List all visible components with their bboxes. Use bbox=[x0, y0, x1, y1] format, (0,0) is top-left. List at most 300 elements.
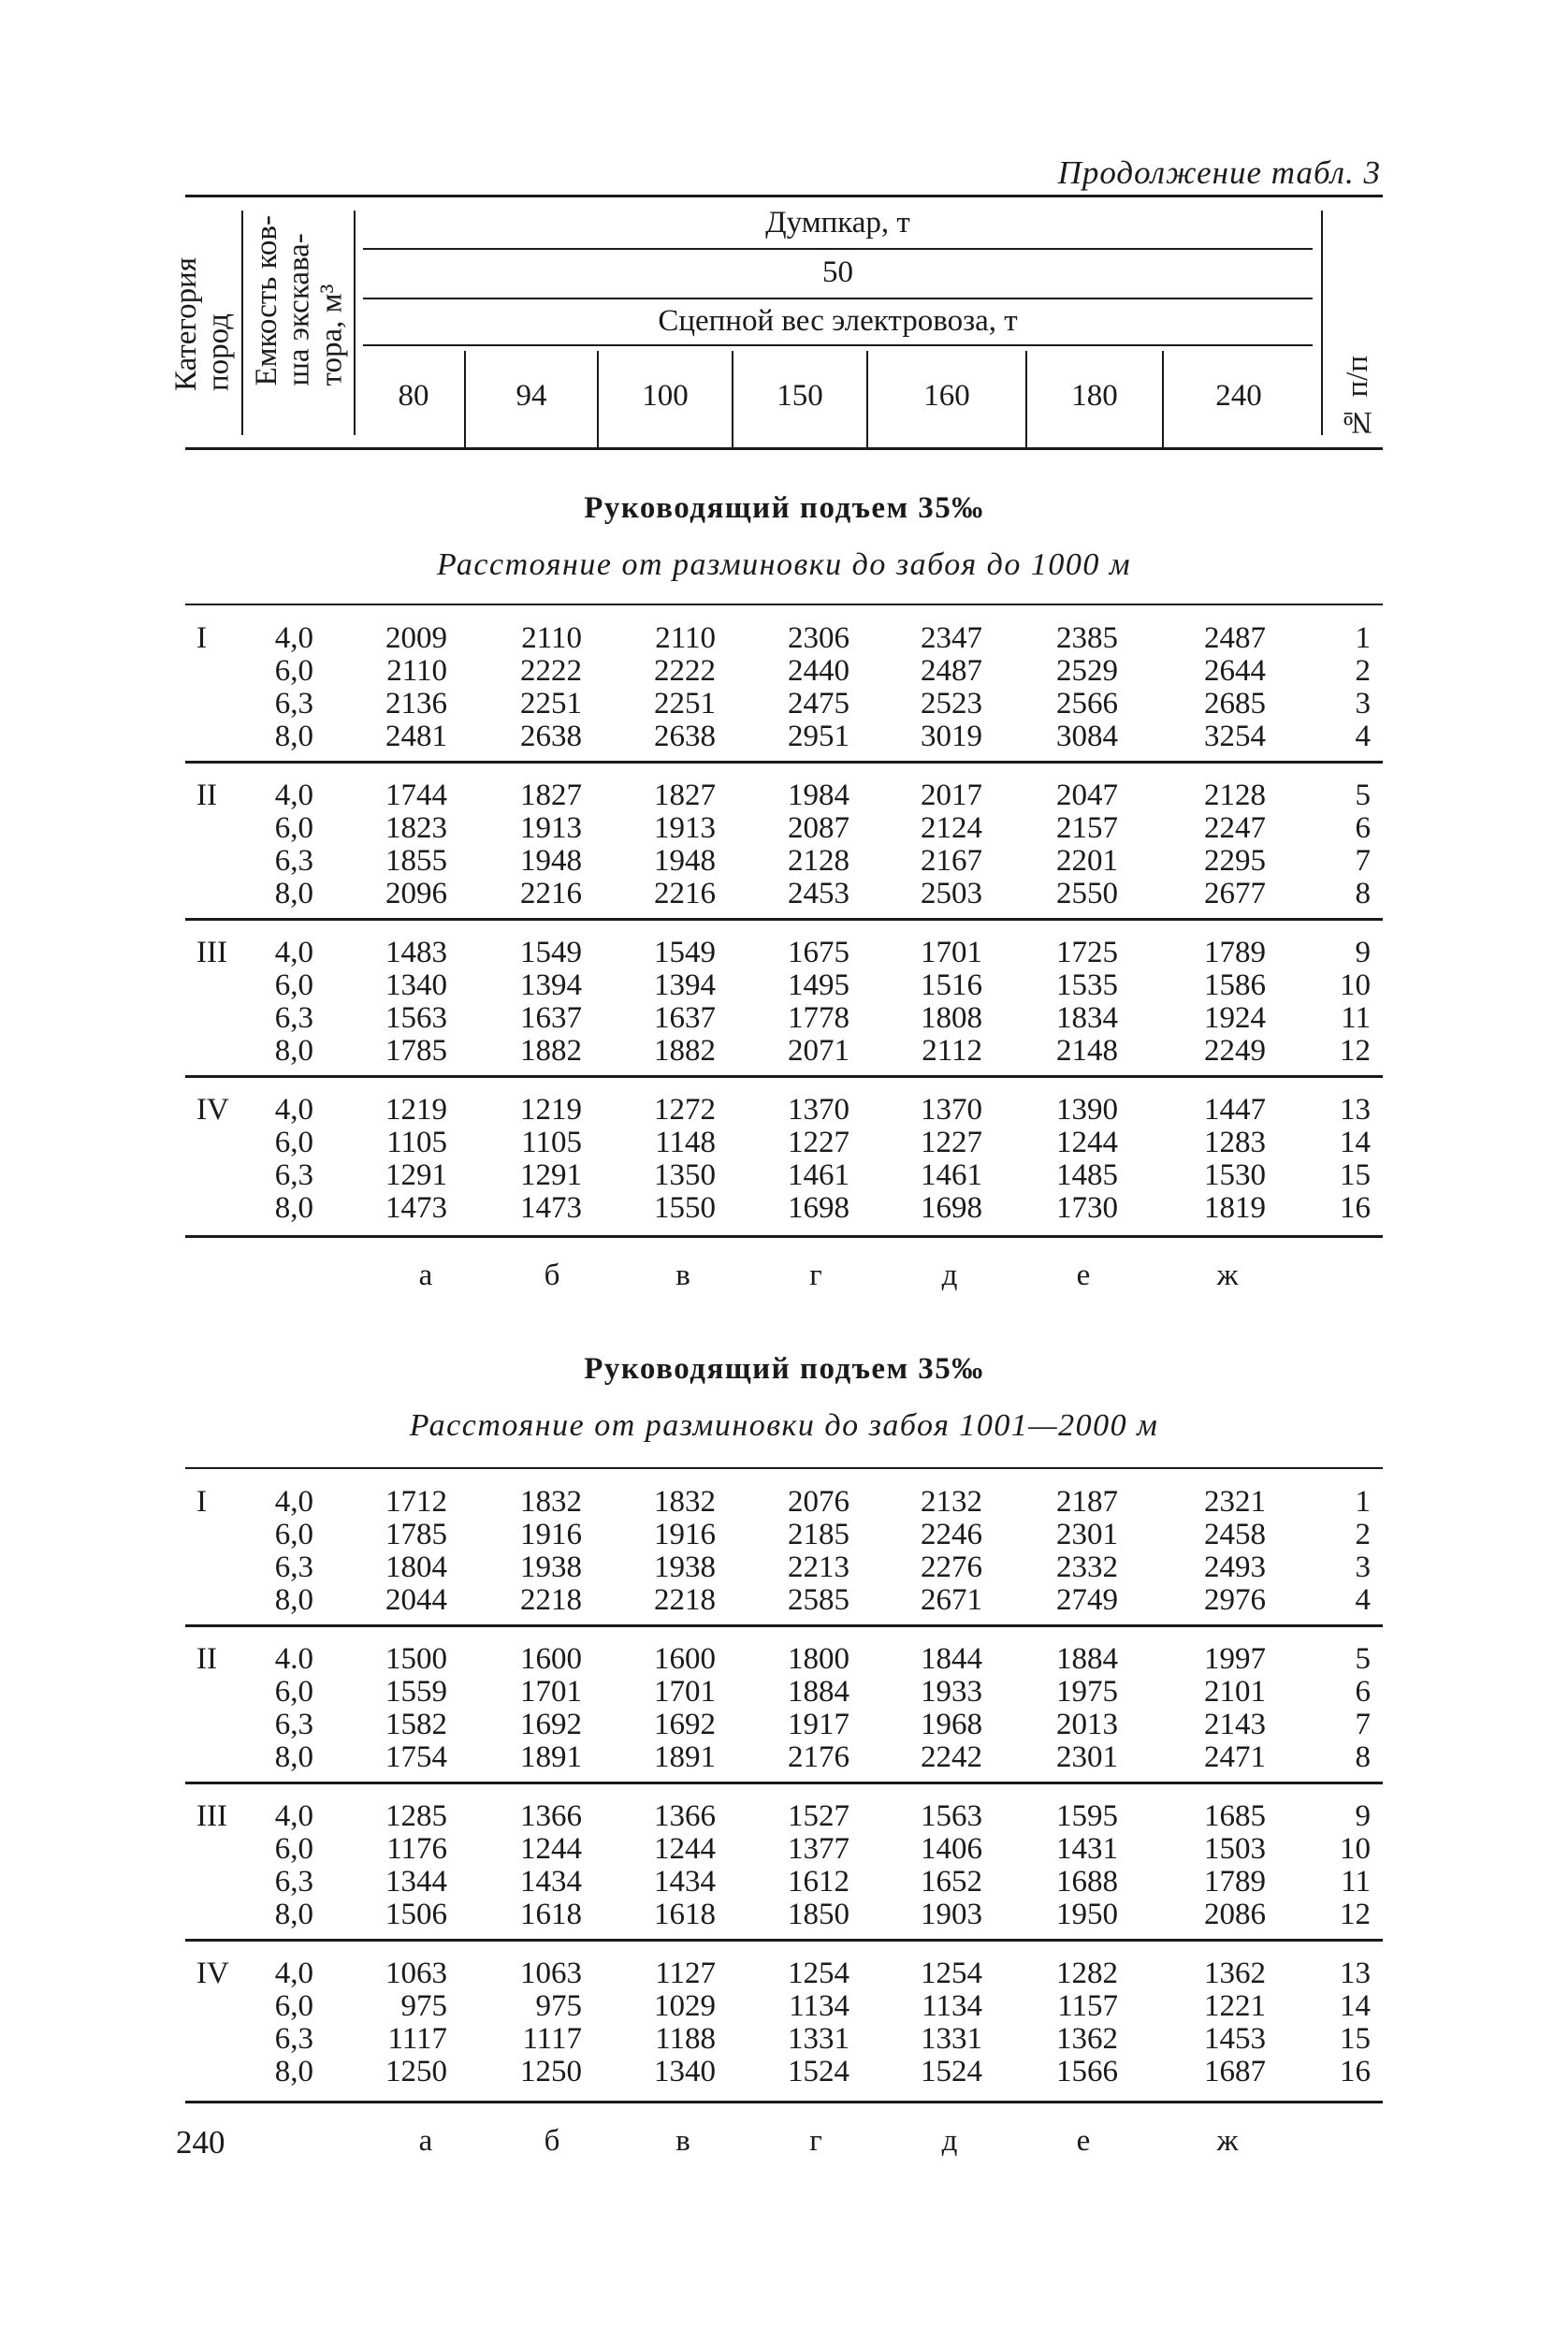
section-subtitle: Расстояние от разминовки до забоя до 1000 м bbox=[436, 547, 1132, 582]
value-cell: 2493 bbox=[1204, 1550, 1266, 1584]
column-letter: а bbox=[418, 1259, 433, 1292]
bucket-capacity-cell: 4,0 bbox=[274, 936, 313, 969]
value-cell: 1244 bbox=[1056, 1126, 1118, 1159]
value-cell: 1600 bbox=[654, 1642, 716, 1676]
row-number-cell: 6 bbox=[1355, 1675, 1371, 1709]
value-cell: 1563 bbox=[921, 1799, 982, 1833]
value-cell: 2132 bbox=[921, 1485, 982, 1519]
value-cell: 1618 bbox=[520, 1898, 582, 1931]
value-cell: 1483 bbox=[385, 936, 447, 969]
header-loco-value: 160 bbox=[923, 379, 970, 413]
row-number-cell: 9 bbox=[1355, 1799, 1371, 1833]
row-number-cell: 16 bbox=[1340, 2055, 1371, 2088]
value-cell: 1688 bbox=[1056, 1865, 1118, 1899]
value-cell: 1948 bbox=[520, 844, 582, 878]
value-cell: 1117 bbox=[387, 2022, 447, 2056]
value-cell: 1595 bbox=[1056, 1799, 1118, 1833]
category-label: I bbox=[196, 621, 207, 655]
value-cell: 2136 bbox=[385, 687, 447, 720]
value-cell: 2251 bbox=[520, 687, 582, 720]
bucket-capacity-cell: 4.0 bbox=[274, 1642, 313, 1676]
value-cell: 2187 bbox=[1056, 1485, 1118, 1519]
column-letter: г bbox=[809, 2124, 822, 2158]
header-bottom-rule bbox=[185, 447, 1383, 450]
value-cell: 1291 bbox=[385, 1158, 447, 1192]
value-cell: 1917 bbox=[788, 1708, 849, 1741]
value-cell: 1948 bbox=[654, 844, 716, 878]
value-cell: 1712 bbox=[385, 1485, 447, 1519]
value-cell: 1453 bbox=[1204, 2022, 1266, 2056]
value-cell: 1637 bbox=[520, 1001, 582, 1035]
bucket-capacity-cell: 6,3 bbox=[274, 844, 313, 878]
header-hline bbox=[363, 344, 1313, 346]
value-cell: 1938 bbox=[520, 1550, 582, 1584]
bucket-capacity-cell: 6,3 bbox=[274, 1708, 313, 1741]
bucket-capacity-cell: 8,0 bbox=[274, 2055, 313, 2088]
value-cell: 2110 bbox=[386, 654, 447, 688]
value-cell: 1675 bbox=[788, 936, 849, 969]
value-cell: 1933 bbox=[921, 1675, 982, 1709]
column-letter: ж bbox=[1216, 2124, 1239, 2158]
value-cell: 1447 bbox=[1204, 1093, 1266, 1127]
value-cell: 1506 bbox=[385, 1898, 447, 1931]
value-cell: 2638 bbox=[520, 720, 582, 753]
row-number-cell: 7 bbox=[1355, 844, 1371, 878]
value-cell: 2475 bbox=[788, 687, 849, 720]
bucket-capacity-cell: 4,0 bbox=[274, 621, 313, 655]
bucket-capacity-cell: 4,0 bbox=[274, 1957, 313, 1990]
value-cell: 1282 bbox=[1056, 1957, 1118, 1990]
value-cell: 2112 bbox=[922, 1034, 982, 1068]
value-cell: 1350 bbox=[654, 1158, 716, 1192]
row-number-cell: 3 bbox=[1355, 687, 1371, 720]
value-cell: 1968 bbox=[921, 1708, 982, 1741]
value-cell: 1687 bbox=[1204, 2055, 1266, 2088]
bucket-capacity-cell: 6,3 bbox=[274, 2022, 313, 2056]
value-cell: 1754 bbox=[385, 1740, 447, 1774]
value-cell: 1637 bbox=[654, 1001, 716, 1035]
value-cell: 1227 bbox=[921, 1126, 982, 1159]
row-number-cell: 10 bbox=[1340, 968, 1371, 1002]
value-cell: 2276 bbox=[921, 1550, 982, 1584]
value-cell: 1366 bbox=[654, 1799, 716, 1833]
value-cell: 1612 bbox=[788, 1865, 849, 1899]
value-cell: 1362 bbox=[1204, 1957, 1266, 1990]
bucket-capacity-cell: 6,3 bbox=[274, 1001, 313, 1035]
header-loco-weight: Сцепной вес электровоза, т bbox=[658, 304, 1018, 338]
header-hline bbox=[363, 298, 1313, 299]
value-cell: 1984 bbox=[788, 779, 849, 812]
row-number-cell: 16 bbox=[1340, 1191, 1371, 1225]
value-cell: 2677 bbox=[1204, 877, 1266, 910]
column-letter: б bbox=[544, 1259, 560, 1292]
value-cell: 1063 bbox=[385, 1957, 447, 1990]
value-cell: 1524 bbox=[788, 2055, 849, 2088]
header-loco-value: 100 bbox=[642, 379, 689, 413]
value-cell: 1827 bbox=[520, 779, 582, 812]
bucket-capacity-cell: 6,0 bbox=[274, 968, 313, 1002]
value-cell: 2009 bbox=[385, 621, 447, 655]
value-cell: 1789 bbox=[1204, 936, 1266, 969]
value-cell: 1344 bbox=[385, 1865, 447, 1899]
column-letter: в bbox=[675, 2124, 690, 2158]
value-cell: 1827 bbox=[654, 779, 716, 812]
value-cell: 1370 bbox=[921, 1093, 982, 1127]
row-number-cell: 10 bbox=[1340, 1832, 1371, 1866]
value-cell: 1394 bbox=[520, 968, 582, 1002]
value-cell: 1340 bbox=[385, 968, 447, 1002]
category-label: II bbox=[196, 779, 217, 812]
bucket-capacity-cell: 8,0 bbox=[274, 877, 313, 910]
value-cell: 2218 bbox=[654, 1583, 716, 1617]
row-number-cell: 8 bbox=[1355, 877, 1371, 910]
bucket-capacity-cell: 6,0 bbox=[274, 1126, 313, 1159]
value-cell: 2440 bbox=[788, 654, 849, 688]
value-cell: 1227 bbox=[788, 1126, 849, 1159]
column-letter: ж bbox=[1216, 1259, 1239, 1292]
category-label: IV bbox=[196, 1093, 229, 1127]
row-number-cell: 4 bbox=[1355, 720, 1371, 753]
value-cell: 1157 bbox=[1057, 1989, 1118, 2023]
value-cell: 1819 bbox=[1204, 1191, 1266, 1225]
value-cell: 2096 bbox=[385, 877, 447, 910]
value-cell: 1063 bbox=[520, 1957, 582, 1990]
bucket-capacity-cell: 6,0 bbox=[274, 654, 313, 688]
bucket-capacity-cell: 6,0 bbox=[274, 1518, 313, 1551]
header-dumpcar: Думпкар, т bbox=[765, 206, 910, 240]
value-cell: 1250 bbox=[520, 2055, 582, 2088]
value-cell: 1134 bbox=[789, 1989, 849, 2023]
value-cell: 1850 bbox=[788, 1898, 849, 1931]
value-cell: 1549 bbox=[520, 936, 582, 969]
header-vline bbox=[1321, 211, 1323, 435]
value-cell: 1924 bbox=[1204, 1001, 1266, 1035]
value-cell: 2951 bbox=[788, 720, 849, 753]
value-cell: 1563 bbox=[385, 1001, 447, 1035]
bucket-capacity-cell: 6,0 bbox=[274, 1832, 313, 1866]
value-cell: 2749 bbox=[1056, 1583, 1118, 1617]
row-number-cell: 1 bbox=[1355, 621, 1371, 655]
value-cell: 1219 bbox=[520, 1093, 582, 1127]
header-loco-value: 180 bbox=[1071, 379, 1118, 413]
header-loco-value: 94 bbox=[515, 379, 547, 413]
value-cell: 1855 bbox=[385, 844, 447, 878]
value-cell: 1789 bbox=[1204, 1865, 1266, 1899]
value-cell: 1331 bbox=[788, 2022, 849, 2056]
header-loco-value: 150 bbox=[777, 379, 823, 413]
value-cell: 2644 bbox=[1204, 654, 1266, 688]
column-letter: в bbox=[675, 1259, 690, 1292]
value-cell: 1188 bbox=[655, 2022, 716, 2056]
header-category: Категория пород bbox=[169, 257, 236, 391]
group-separator bbox=[185, 1782, 1383, 1784]
row-number-cell: 1 bbox=[1355, 1485, 1371, 1519]
bucket-capacity-cell: 4,0 bbox=[274, 1093, 313, 1127]
section-title: Руководящий подъем 35‰ bbox=[584, 491, 984, 525]
value-cell: 1527 bbox=[788, 1799, 849, 1833]
value-cell: 1500 bbox=[385, 1642, 447, 1676]
value-cell: 1127 bbox=[655, 1957, 716, 1990]
value-cell: 1975 bbox=[1056, 1675, 1118, 1709]
row-number-cell: 5 bbox=[1355, 1642, 1371, 1676]
value-cell: 1495 bbox=[788, 968, 849, 1002]
bucket-capacity-cell: 8,0 bbox=[274, 1583, 313, 1617]
value-cell: 1134 bbox=[922, 1989, 982, 2023]
value-cell: 1950 bbox=[1056, 1898, 1118, 1931]
value-cell: 1800 bbox=[788, 1642, 849, 1676]
value-cell: 2503 bbox=[921, 877, 982, 910]
value-cell: 2458 bbox=[1204, 1518, 1266, 1551]
column-letter: а bbox=[418, 2124, 433, 2158]
table-continuation-caption: Продолжение табл. 3 bbox=[1057, 154, 1381, 191]
value-cell: 1291 bbox=[520, 1158, 582, 1192]
column-letter: б bbox=[544, 2124, 560, 2158]
value-cell: 3019 bbox=[921, 720, 982, 753]
row-number-cell: 13 bbox=[1340, 1093, 1371, 1127]
column-letter: г bbox=[809, 1259, 822, 1292]
value-cell: 975 bbox=[535, 1989, 582, 2023]
bucket-capacity-cell: 8,0 bbox=[274, 1740, 313, 1774]
value-cell: 1884 bbox=[788, 1675, 849, 1709]
category-label: I bbox=[196, 1485, 207, 1519]
value-cell: 1272 bbox=[654, 1093, 716, 1127]
value-cell: 1250 bbox=[385, 2055, 447, 2088]
value-cell: 1804 bbox=[385, 1550, 447, 1584]
value-cell: 1473 bbox=[385, 1191, 447, 1225]
value-cell: 2247 bbox=[1204, 811, 1266, 845]
row-number-cell: 15 bbox=[1340, 1158, 1371, 1192]
group-separator bbox=[185, 1624, 1383, 1627]
value-cell: 1431 bbox=[1056, 1832, 1118, 1866]
value-cell: 2529 bbox=[1056, 654, 1118, 688]
bucket-capacity-cell: 6,3 bbox=[274, 1158, 313, 1192]
section-subtitle: Расстояние от разминовки до забоя 1001—2000 м bbox=[409, 1408, 1159, 1443]
value-cell: 2487 bbox=[1204, 621, 1266, 655]
row-number-cell: 5 bbox=[1355, 779, 1371, 812]
value-cell: 1913 bbox=[654, 811, 716, 845]
group-separator bbox=[185, 761, 1383, 764]
value-cell: 2047 bbox=[1056, 779, 1118, 812]
value-cell: 2101 bbox=[1204, 1675, 1266, 1709]
value-cell: 1744 bbox=[385, 779, 447, 812]
value-cell: 1778 bbox=[788, 1001, 849, 1035]
value-cell: 1105 bbox=[521, 1126, 582, 1159]
value-cell: 2347 bbox=[921, 621, 982, 655]
value-cell: 1340 bbox=[654, 2055, 716, 2088]
row-number-cell: 9 bbox=[1355, 936, 1371, 969]
value-cell: 2013 bbox=[1056, 1708, 1118, 1741]
section-rule bbox=[185, 604, 1383, 605]
row-number-cell: 8 bbox=[1355, 1740, 1371, 1774]
value-cell: 1366 bbox=[520, 1799, 582, 1833]
value-cell: 1461 bbox=[788, 1158, 849, 1192]
value-cell: 1566 bbox=[1056, 2055, 1118, 2088]
value-cell: 1362 bbox=[1056, 2022, 1118, 2056]
value-cell: 1832 bbox=[654, 1485, 716, 1519]
value-cell: 2222 bbox=[654, 654, 716, 688]
value-cell: 1406 bbox=[921, 1832, 982, 1866]
row-number-cell: 2 bbox=[1355, 1518, 1371, 1551]
header-top-rule bbox=[185, 195, 1383, 197]
value-cell: 1701 bbox=[654, 1675, 716, 1709]
value-cell: 2213 bbox=[788, 1550, 849, 1584]
value-cell: 2685 bbox=[1204, 687, 1266, 720]
row-number-cell: 11 bbox=[1341, 1001, 1371, 1035]
value-cell: 2167 bbox=[921, 844, 982, 878]
header-vline bbox=[354, 211, 356, 435]
value-cell: 1582 bbox=[385, 1708, 447, 1741]
header-vline bbox=[241, 211, 243, 435]
header-row-number: № п/п bbox=[1341, 356, 1374, 439]
value-cell: 2216 bbox=[654, 877, 716, 910]
value-cell: 2301 bbox=[1056, 1518, 1118, 1551]
value-cell: 1550 bbox=[654, 1191, 716, 1225]
value-cell: 1176 bbox=[386, 1832, 447, 1866]
value-cell: 1785 bbox=[385, 1034, 447, 1068]
value-cell: 2157 bbox=[1056, 811, 1118, 845]
value-cell: 1903 bbox=[921, 1898, 982, 1931]
value-cell: 1485 bbox=[1056, 1158, 1118, 1192]
value-cell: 2110 bbox=[521, 621, 582, 655]
value-cell: 1844 bbox=[921, 1642, 982, 1676]
value-cell: 2385 bbox=[1056, 621, 1118, 655]
row-number-cell: 12 bbox=[1340, 1034, 1371, 1068]
value-cell: 3254 bbox=[1204, 720, 1266, 753]
value-cell: 1254 bbox=[921, 1957, 982, 1990]
value-cell: 1698 bbox=[788, 1191, 849, 1225]
bucket-capacity-cell: 4,0 bbox=[274, 779, 313, 812]
value-cell: 2249 bbox=[1204, 1034, 1266, 1068]
bucket-capacity-cell: 8,0 bbox=[274, 1898, 313, 1931]
value-cell: 2176 bbox=[788, 1740, 849, 1774]
value-cell: 1600 bbox=[520, 1642, 582, 1676]
header-loco-value: 240 bbox=[1215, 379, 1262, 413]
column-letter: д bbox=[941, 2124, 958, 2158]
value-cell: 1535 bbox=[1056, 968, 1118, 1002]
value-cell: 2087 bbox=[788, 811, 849, 845]
value-cell: 1701 bbox=[921, 936, 982, 969]
value-cell: 1254 bbox=[788, 1957, 849, 1990]
value-cell: 2671 bbox=[921, 1583, 982, 1617]
value-cell: 2301 bbox=[1056, 1740, 1118, 1774]
value-cell: 1938 bbox=[654, 1550, 716, 1584]
value-cell: 1117 bbox=[522, 2022, 582, 2056]
row-number-cell: 15 bbox=[1340, 2022, 1371, 2056]
row-number-cell: 13 bbox=[1340, 1957, 1371, 1990]
value-cell: 1148 bbox=[655, 1126, 716, 1159]
value-cell: 1808 bbox=[921, 1001, 982, 1035]
value-cell: 2143 bbox=[1204, 1708, 1266, 1741]
value-cell: 1244 bbox=[520, 1832, 582, 1866]
section-bottom-rule bbox=[185, 1235, 1383, 1238]
value-cell: 2585 bbox=[788, 1583, 849, 1617]
value-cell: 1730 bbox=[1056, 1191, 1118, 1225]
bucket-capacity-cell: 6,3 bbox=[274, 1550, 313, 1584]
bucket-capacity-cell: 6,3 bbox=[274, 1865, 313, 1899]
value-cell: 2017 bbox=[921, 779, 982, 812]
value-cell: 2471 bbox=[1204, 1740, 1266, 1774]
value-cell: 2218 bbox=[520, 1583, 582, 1617]
group-separator bbox=[185, 918, 1383, 921]
value-cell: 2185 bbox=[788, 1518, 849, 1551]
value-cell: 2124 bbox=[921, 811, 982, 845]
bucket-capacity-cell: 8,0 bbox=[274, 1191, 313, 1225]
value-cell: 1652 bbox=[921, 1865, 982, 1899]
row-number-cell: 7 bbox=[1355, 1708, 1371, 1741]
value-cell: 2246 bbox=[921, 1518, 982, 1551]
value-cell: 1549 bbox=[654, 936, 716, 969]
value-cell: 2295 bbox=[1204, 844, 1266, 878]
header-dumpcar-value: 50 bbox=[822, 255, 853, 289]
value-cell: 1916 bbox=[520, 1518, 582, 1551]
section-bottom-rule bbox=[185, 2101, 1383, 2103]
section-title: Руководящий подъем 35‰ bbox=[584, 1352, 984, 1386]
value-cell: 2523 bbox=[921, 687, 982, 720]
group-separator bbox=[185, 1939, 1383, 1942]
value-cell: 1285 bbox=[385, 1799, 447, 1833]
value-cell: 1530 bbox=[1204, 1158, 1266, 1192]
value-cell: 1882 bbox=[520, 1034, 582, 1068]
value-cell: 1434 bbox=[654, 1865, 716, 1899]
value-cell: 1390 bbox=[1056, 1093, 1118, 1127]
column-letter: е bbox=[1076, 2124, 1091, 2158]
value-cell: 1516 bbox=[921, 968, 982, 1002]
value-cell: 2222 bbox=[520, 654, 582, 688]
value-cell: 1377 bbox=[788, 1832, 849, 1866]
value-cell: 2201 bbox=[1056, 844, 1118, 878]
value-cell: 975 bbox=[400, 1989, 447, 2023]
header-loco-value: 80 bbox=[398, 379, 429, 413]
row-number-cell: 14 bbox=[1340, 1989, 1371, 2023]
section-rule bbox=[185, 1467, 1383, 1469]
row-number-cell: 2 bbox=[1355, 654, 1371, 688]
value-cell: 1913 bbox=[520, 811, 582, 845]
value-cell: 1701 bbox=[520, 1675, 582, 1709]
value-cell: 1725 bbox=[1056, 936, 1118, 969]
value-cell: 2086 bbox=[1204, 1898, 1266, 1931]
value-cell: 1283 bbox=[1204, 1126, 1266, 1159]
bucket-capacity-cell: 8,0 bbox=[274, 1034, 313, 1068]
value-cell: 1029 bbox=[654, 1989, 716, 2023]
category-label: III bbox=[196, 1799, 227, 1833]
value-cell: 2044 bbox=[385, 1583, 447, 1617]
value-cell: 1244 bbox=[654, 1832, 716, 1866]
value-cell: 1882 bbox=[654, 1034, 716, 1068]
value-cell: 2128 bbox=[1204, 779, 1266, 812]
value-cell: 1891 bbox=[520, 1740, 582, 1774]
bucket-capacity-cell: 6,0 bbox=[274, 811, 313, 845]
header-hline bbox=[363, 248, 1313, 250]
value-cell: 1586 bbox=[1204, 968, 1266, 1002]
row-number-cell: 4 bbox=[1355, 1583, 1371, 1617]
bucket-capacity-cell: 6,0 bbox=[274, 1989, 313, 2023]
value-cell: 1685 bbox=[1204, 1799, 1266, 1833]
value-cell: 1219 bbox=[385, 1093, 447, 1127]
value-cell: 2110 bbox=[655, 621, 716, 655]
value-cell: 1832 bbox=[520, 1485, 582, 1519]
value-cell: 1618 bbox=[654, 1898, 716, 1931]
category-label: III bbox=[196, 936, 227, 969]
value-cell: 1997 bbox=[1204, 1642, 1266, 1676]
value-cell: 1473 bbox=[520, 1191, 582, 1225]
value-cell: 2453 bbox=[788, 877, 849, 910]
value-cell: 1698 bbox=[921, 1191, 982, 1225]
row-number-cell: 12 bbox=[1340, 1898, 1371, 1931]
value-cell: 2638 bbox=[654, 720, 716, 753]
value-cell: 1394 bbox=[654, 968, 716, 1002]
bucket-capacity-cell: 6,3 bbox=[274, 687, 313, 720]
value-cell: 2550 bbox=[1056, 877, 1118, 910]
